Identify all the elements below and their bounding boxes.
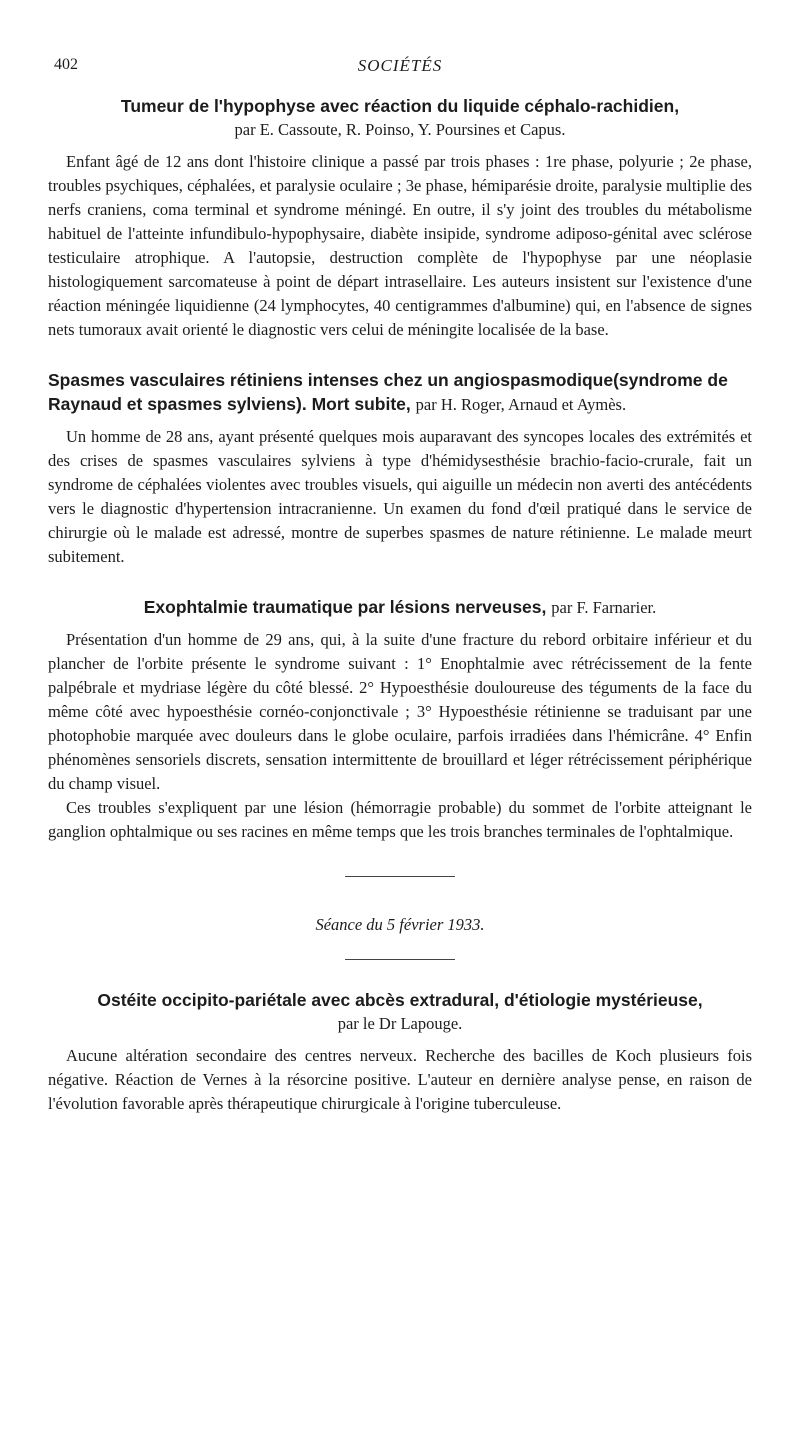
article-osteite bbox=[48, 988, 752, 1116]
separator-rule bbox=[345, 876, 455, 877]
article-paragraph: Ces troubles s'expliquent par une lésion (hémorragie probable) du sommet de l'orbite atteignant le ganglion ophtalmique ou ses racines en même temps que les trois branches terminales de l'ophtalmique. bbox=[48, 798, 752, 841]
article-byline: par H. Roger, Arnaud et Aymès. bbox=[415, 395, 627, 414]
article-hypophyse bbox=[48, 94, 752, 342]
article-byline: par E. Cassoute, R. Poinso, Y. Poursines et Capus. bbox=[234, 120, 566, 139]
running-head bbox=[48, 52, 752, 78]
session-date: Séance du 5 février 1933. bbox=[315, 915, 485, 934]
article-title: Exophtalmie traumatique par lésions nerveuses, par F. Farnarier. bbox=[143, 597, 657, 617]
separator-rule bbox=[345, 959, 455, 960]
running-title: SOCIÉTÉS bbox=[357, 56, 443, 75]
article-spasmes bbox=[48, 368, 752, 569]
article-paragraph: Un homme de 28 ans, ayant présenté quelques mois auparavant des syncopes locales des extrémités et des crises de spasmes vasculaires sylviens à type d'hémidysesthésie brachio-facio-crurale, fait un syndrome de céphalées violentes avec troubles visuels, qui aiguille un médecin non averti des antécédents vers le diagnostic d'hypertension intracranienne. Un examen du fond d'œil pratiqué dans le service de chirurgie où le malade est adressé, montre de superbes spasmes de nature rétinienne. Le malade meurt subitement. bbox=[48, 427, 752, 566]
article-byline: par le Dr Lapouge. bbox=[337, 1014, 463, 1033]
page-number: 402 bbox=[54, 56, 78, 73]
article-title: Tumeur de l'hypophyse avec réaction du liquide céphalo-rachidien, bbox=[120, 96, 680, 116]
article-paragraph: Aucune altération secondaire des centres nerveux. Recherche des bacilles de Koch plusieurs fois négative. Réaction de Vernes à la résorcine positive. L'auteur en dernière analyse pense, en raison de l'évolution favorable après thérapeutique chirurgicale à l'origine tuberculeuse. bbox=[48, 1046, 752, 1113]
session-block bbox=[48, 876, 752, 960]
article-paragraph: Présentation d'un homme de 29 ans, qui, à la suite d'une fracture du rebord orbitaire inférieur et du plancher de l'orbite présente le syndrome suivant : 1° Enophtalmie avec rétrécissement de la fente palpébrale et mydriase légère du côté blessé. 2° Hypoesthésie douloureuse des téguments de la face du même côté avec hypoesthésie cornéo-conjonctivale ; 3° Hypoesthésie rétinienne se traduisant par une photophobie marquée avec douleurs dans le globe oculaire, parfois irradiées dans l'hémicrâne. 4° Enfin phénomènes sensoriels discrets, sensation intermittente de brouillard et léger rétrécissement périphérique du champ visuel. bbox=[48, 630, 752, 793]
article-paragraph: Enfant âgé de 12 ans dont l'histoire clinique a passé par trois phases : 1re phase, polyurie ; 2e phase, troubles psychiques, céphalées, et paralysie oculaire ; 3e phase, hémiparésie droite, paralysie multiplie des nerfs craniens, coma terminal et syndrome méningé. En outre, il s'y joint des troubles du métabolisme habituel de l'atteinte infundibulo-hypophysaire, diabète insipide, syndrome adiposo-génital avec sclérose testiculaire atrophique. A l'autopsie, destruction complète de l'hypophyse par une néoplasie histologiquement sarcomateuse à point de départ intrasellaire. Les auteurs insistent sur l'existence d'une réaction méningée liquidienne (24 lymphocytes, 40 centigrammes d'albumine) qui, en l'absence de signes nets tumoraux avait orienté le diagnostic vers celui de méningite localisée de la base. bbox=[48, 152, 752, 339]
article-title: Spasmes vasculaires rétiniens intenses chez un angiospasmodique(syndrome de Raynaud et spasmes sylviens). Mort subite, par H. Roger, Arnaud et Aymès. bbox=[48, 370, 728, 414]
article-title: Ostéite occipito-pariétale avec abcès extradural, d'étiologie mystérieuse, bbox=[97, 990, 703, 1010]
article-byline: par F. Farnarier. bbox=[551, 598, 657, 617]
article-exophtalmie bbox=[48, 595, 752, 844]
